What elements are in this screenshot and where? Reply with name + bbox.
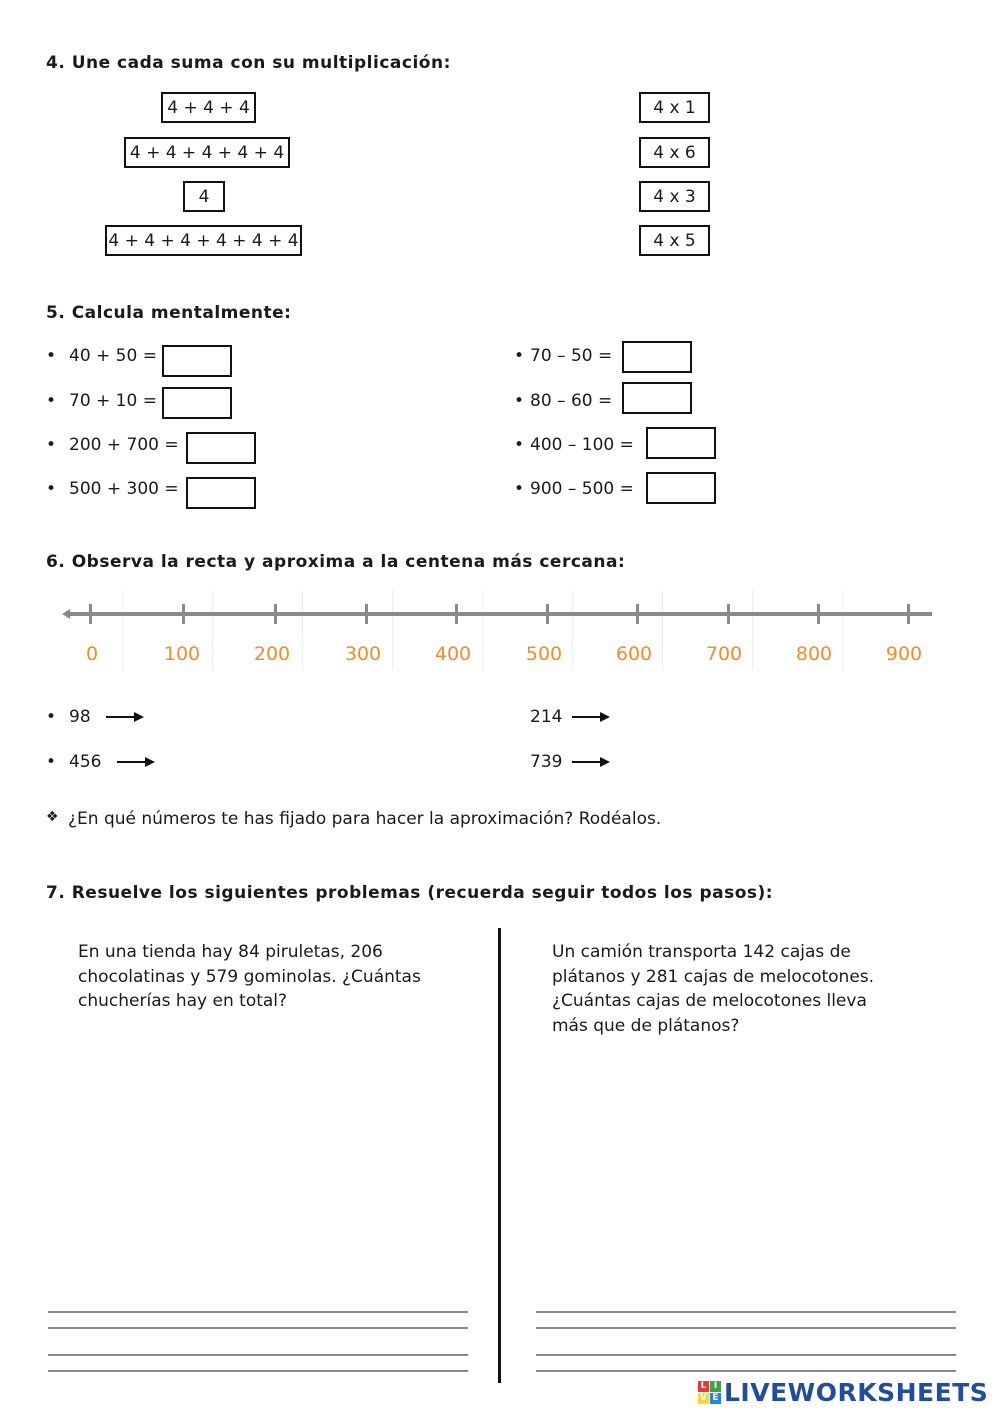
round-item-739: 739 (530, 752, 563, 772)
sum-box-4[interactable]: 4 + 4 + 4 + 4 + 4 + 4 (105, 225, 302, 256)
logo-letter: V (698, 1393, 709, 1404)
number-line-label: 400 (434, 643, 472, 665)
calc-right-4: 900 – 500 = (530, 479, 634, 499)
answer-input-right-3[interactable] (646, 427, 716, 459)
tick-200 (274, 604, 277, 624)
bullet: • (46, 707, 57, 727)
writing-line[interactable] (48, 1311, 468, 1313)
tick-700 (727, 604, 730, 624)
bullet: • (514, 435, 525, 455)
answer-input-right-4[interactable] (646, 472, 716, 504)
q6-note: ¿En qué números te has fijado para hacer la aproximación? Rodéalos. (68, 809, 662, 829)
q7-heading: 7. Resuelve los siguientes problemas (recuerda seguir todos los pasos): (46, 883, 774, 903)
writing-line[interactable] (48, 1354, 468, 1356)
bullet: • (46, 435, 57, 455)
liveworksheets-logo-icon (698, 1381, 722, 1405)
tick-900 (907, 604, 910, 624)
right-arrow-icon (572, 757, 610, 767)
bullet: • (514, 479, 525, 499)
round-item-98: 98 (69, 707, 91, 727)
q5-heading: 5. Calcula mentalmente: (46, 303, 292, 323)
sum-box-3[interactable]: 4 (183, 181, 225, 212)
number-line-label: 500 (525, 643, 563, 665)
tick-300 (365, 604, 368, 624)
answer-input-left-4[interactable] (186, 477, 256, 509)
right-arrow-icon (117, 757, 155, 767)
right-arrow-icon (106, 712, 144, 722)
problem-right-text: Un camión transporta 142 cajas de plátanos y 281 cajas de melocotones. ¿Cuántas cajas de melocotones lleva más que de plátanos? (552, 942, 875, 1036)
column-divider (498, 928, 501, 1383)
calc-left-2: 70 + 10 = (69, 391, 157, 411)
answer-input-left-3[interactable] (186, 432, 256, 464)
writing-line[interactable] (536, 1370, 956, 1372)
logo-letter: L (698, 1381, 709, 1392)
round-item-456: 456 (69, 752, 102, 772)
bullet: • (514, 346, 525, 366)
number-line-label: 300 (344, 643, 382, 665)
writing-line[interactable] (536, 1354, 956, 1356)
problem-left-text: En una tienda hay 84 piruletas, 206 chocolatinas y 579 gominolas. ¿Cuántas chucherías hay en total? (78, 942, 421, 1011)
number-line-label: 800 (795, 643, 833, 665)
bullet: • (514, 391, 525, 411)
calc-right-1: 70 – 50 = (530, 346, 613, 366)
product-box-3[interactable]: 4 x 3 (639, 181, 710, 212)
tick-400 (455, 604, 458, 624)
tick-500 (546, 604, 549, 624)
calc-right-3: 400 – 100 = (530, 435, 634, 455)
calc-left-4: 500 + 300 = (69, 479, 179, 499)
bullet: • (46, 752, 57, 772)
bullet: • (46, 391, 57, 411)
q4-heading: 4. Une cada suma con su multiplicación: (46, 53, 451, 73)
calc-left-1: 40 + 50 = (69, 346, 157, 366)
round-item-214: 214 (530, 707, 563, 727)
number-line-label: 600 (615, 643, 653, 665)
logo-letter: E (710, 1393, 721, 1404)
answer-input-right-1[interactable] (622, 341, 692, 373)
number-line-label: 200 (253, 643, 291, 665)
right-arrow-icon (572, 712, 610, 722)
product-box-4[interactable]: 4 x 5 (639, 225, 710, 256)
writing-line[interactable] (48, 1327, 468, 1329)
diamond-bullet-icon: ❖ (46, 809, 59, 825)
tick-800 (817, 604, 820, 624)
bullet: • (46, 346, 57, 366)
number-line (62, 590, 938, 670)
liveworksheets-brand: LIVEWORKSHEETS (724, 1378, 989, 1407)
writing-line[interactable] (536, 1311, 956, 1313)
product-box-1[interactable]: 4 x 1 (639, 92, 710, 123)
answer-input-left-1[interactable] (162, 345, 232, 377)
writing-line[interactable] (48, 1370, 468, 1372)
sum-box-2[interactable]: 4 + 4 + 4 + 4 + 4 (124, 137, 290, 168)
logo-letter: I (710, 1381, 721, 1392)
tick-0 (89, 604, 92, 624)
bullet: • (46, 479, 57, 499)
product-box-2[interactable]: 4 x 6 (639, 137, 710, 168)
number-line-label: 900 (885, 643, 923, 665)
calc-left-3: 200 + 700 = (69, 435, 179, 455)
calc-right-2: 80 – 60 = (530, 391, 613, 411)
tick-100 (182, 604, 185, 624)
tick-600 (636, 604, 639, 624)
writing-line[interactable] (536, 1327, 956, 1329)
number-line-axis (66, 612, 932, 616)
number-line-label: 0 (85, 643, 99, 665)
answer-input-left-2[interactable] (162, 387, 232, 419)
number-line-arrow-left (62, 609, 70, 619)
sum-box-1[interactable]: 4 + 4 + 4 (161, 92, 256, 123)
number-line-label: 700 (705, 643, 743, 665)
number-line-label: 100 (163, 643, 201, 665)
q6-heading: 6. Observa la recta y aproxima a la centena más cercana: (46, 552, 626, 572)
answer-input-right-2[interactable] (622, 382, 692, 414)
